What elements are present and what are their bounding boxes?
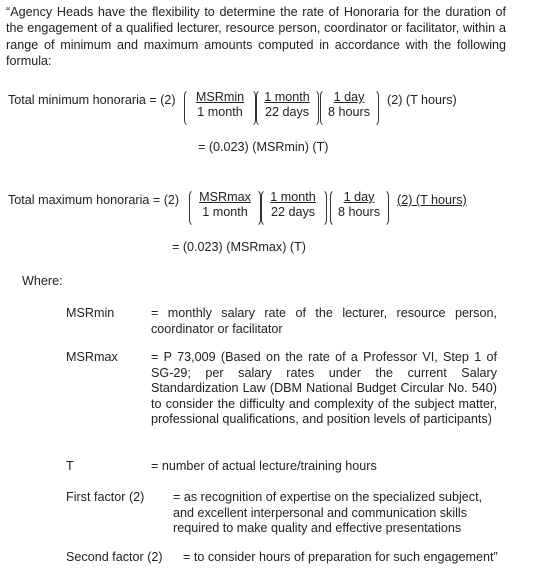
min-fraction-hours (324, 90, 374, 120)
min-frac1-denominator: 1 month (197, 105, 243, 119)
second-factor-text: = to consider hours of preparation for such engagement” (183, 550, 498, 564)
max-fraction-msr (194, 190, 256, 220)
max-frac2-numerator: 1 month (270, 190, 316, 204)
min-fraction-days (260, 90, 314, 120)
min-paren-2-right (312, 89, 319, 127)
max-formula-label: Total maximum honoraria = (2) (8, 193, 180, 207)
max-formula-result: = (0.023) (MSRmax) (T) (172, 240, 306, 254)
max-formula-tail: (2) (T hours) (397, 193, 467, 207)
min-frac2-denominator: 22 days (264, 105, 310, 119)
min-frac3-denominator: 8 hours (327, 105, 370, 119)
min-frac3-numerator: 1 day (333, 90, 365, 104)
max-fraction-hours (334, 190, 384, 220)
min-fraction-msr (189, 90, 251, 120)
max-frac2-denominator: 22 days (270, 205, 316, 219)
max-paren-1-right (254, 189, 261, 227)
max-frac3-denominator: 8 hours (337, 205, 380, 219)
second-factor-label: Second factor (2) (66, 550, 163, 564)
max-fraction-days (264, 190, 322, 220)
definition-msrmax: = P 73,009 (Based on the rate of a Professor VI, Step 1 of SG-29; per salary rates under the current Salary Standardization Law (DBM National Budget Circular No. 540) to consider the difficulty and complexity of the subject matter, professional qualifications, and position levels of participants) (151, 350, 497, 426)
min-paren-1-right (249, 89, 256, 127)
term-t: T (66, 459, 74, 473)
first-factor-text: = as recognition of expertise on the specialized subject, and excellent interpersonal and communication skills required to make quality and effective presentations (173, 490, 483, 535)
max-frac3-numerator: 1 day (343, 190, 375, 204)
max-frac1-numerator: MSRmax (199, 190, 251, 204)
where-label: Where: (22, 274, 63, 288)
first-factor-label: First factor (2) (66, 490, 145, 504)
definition-t: = number of actual lecture/training hours (151, 459, 377, 473)
min-frac2-numerator: 1 month (264, 90, 310, 104)
min-paren-3-right (372, 89, 379, 127)
min-formula-tail: (2) (T hours) (387, 93, 457, 107)
min-formula-result: = (0.023) (MSRmin) (T) (198, 140, 329, 154)
max-frac1-denominator: 1 month (202, 205, 248, 219)
min-formula-label: Total minimum honoraria = (2) (8, 93, 176, 107)
intro-paragraph: “Agency Heads have the flexibility to determine the rate of Honoraria for the duration of the engagement of a qualified lecturer, resource person, coordinator or facilitator, within a range of minimum and maximum amounts computed in accordance with the following formula: (6, 5, 506, 68)
max-paren-3-right (382, 189, 389, 227)
term-msrmax: MSRmax (66, 350, 118, 364)
term-msrmin: MSRmin (66, 306, 115, 320)
definition-msrmin: = monthly salary rate of the lecturer, resource person, coordinator or facilitator (151, 306, 497, 336)
min-frac1-numerator: MSRmin (195, 90, 245, 104)
max-paren-2-right (320, 189, 327, 227)
